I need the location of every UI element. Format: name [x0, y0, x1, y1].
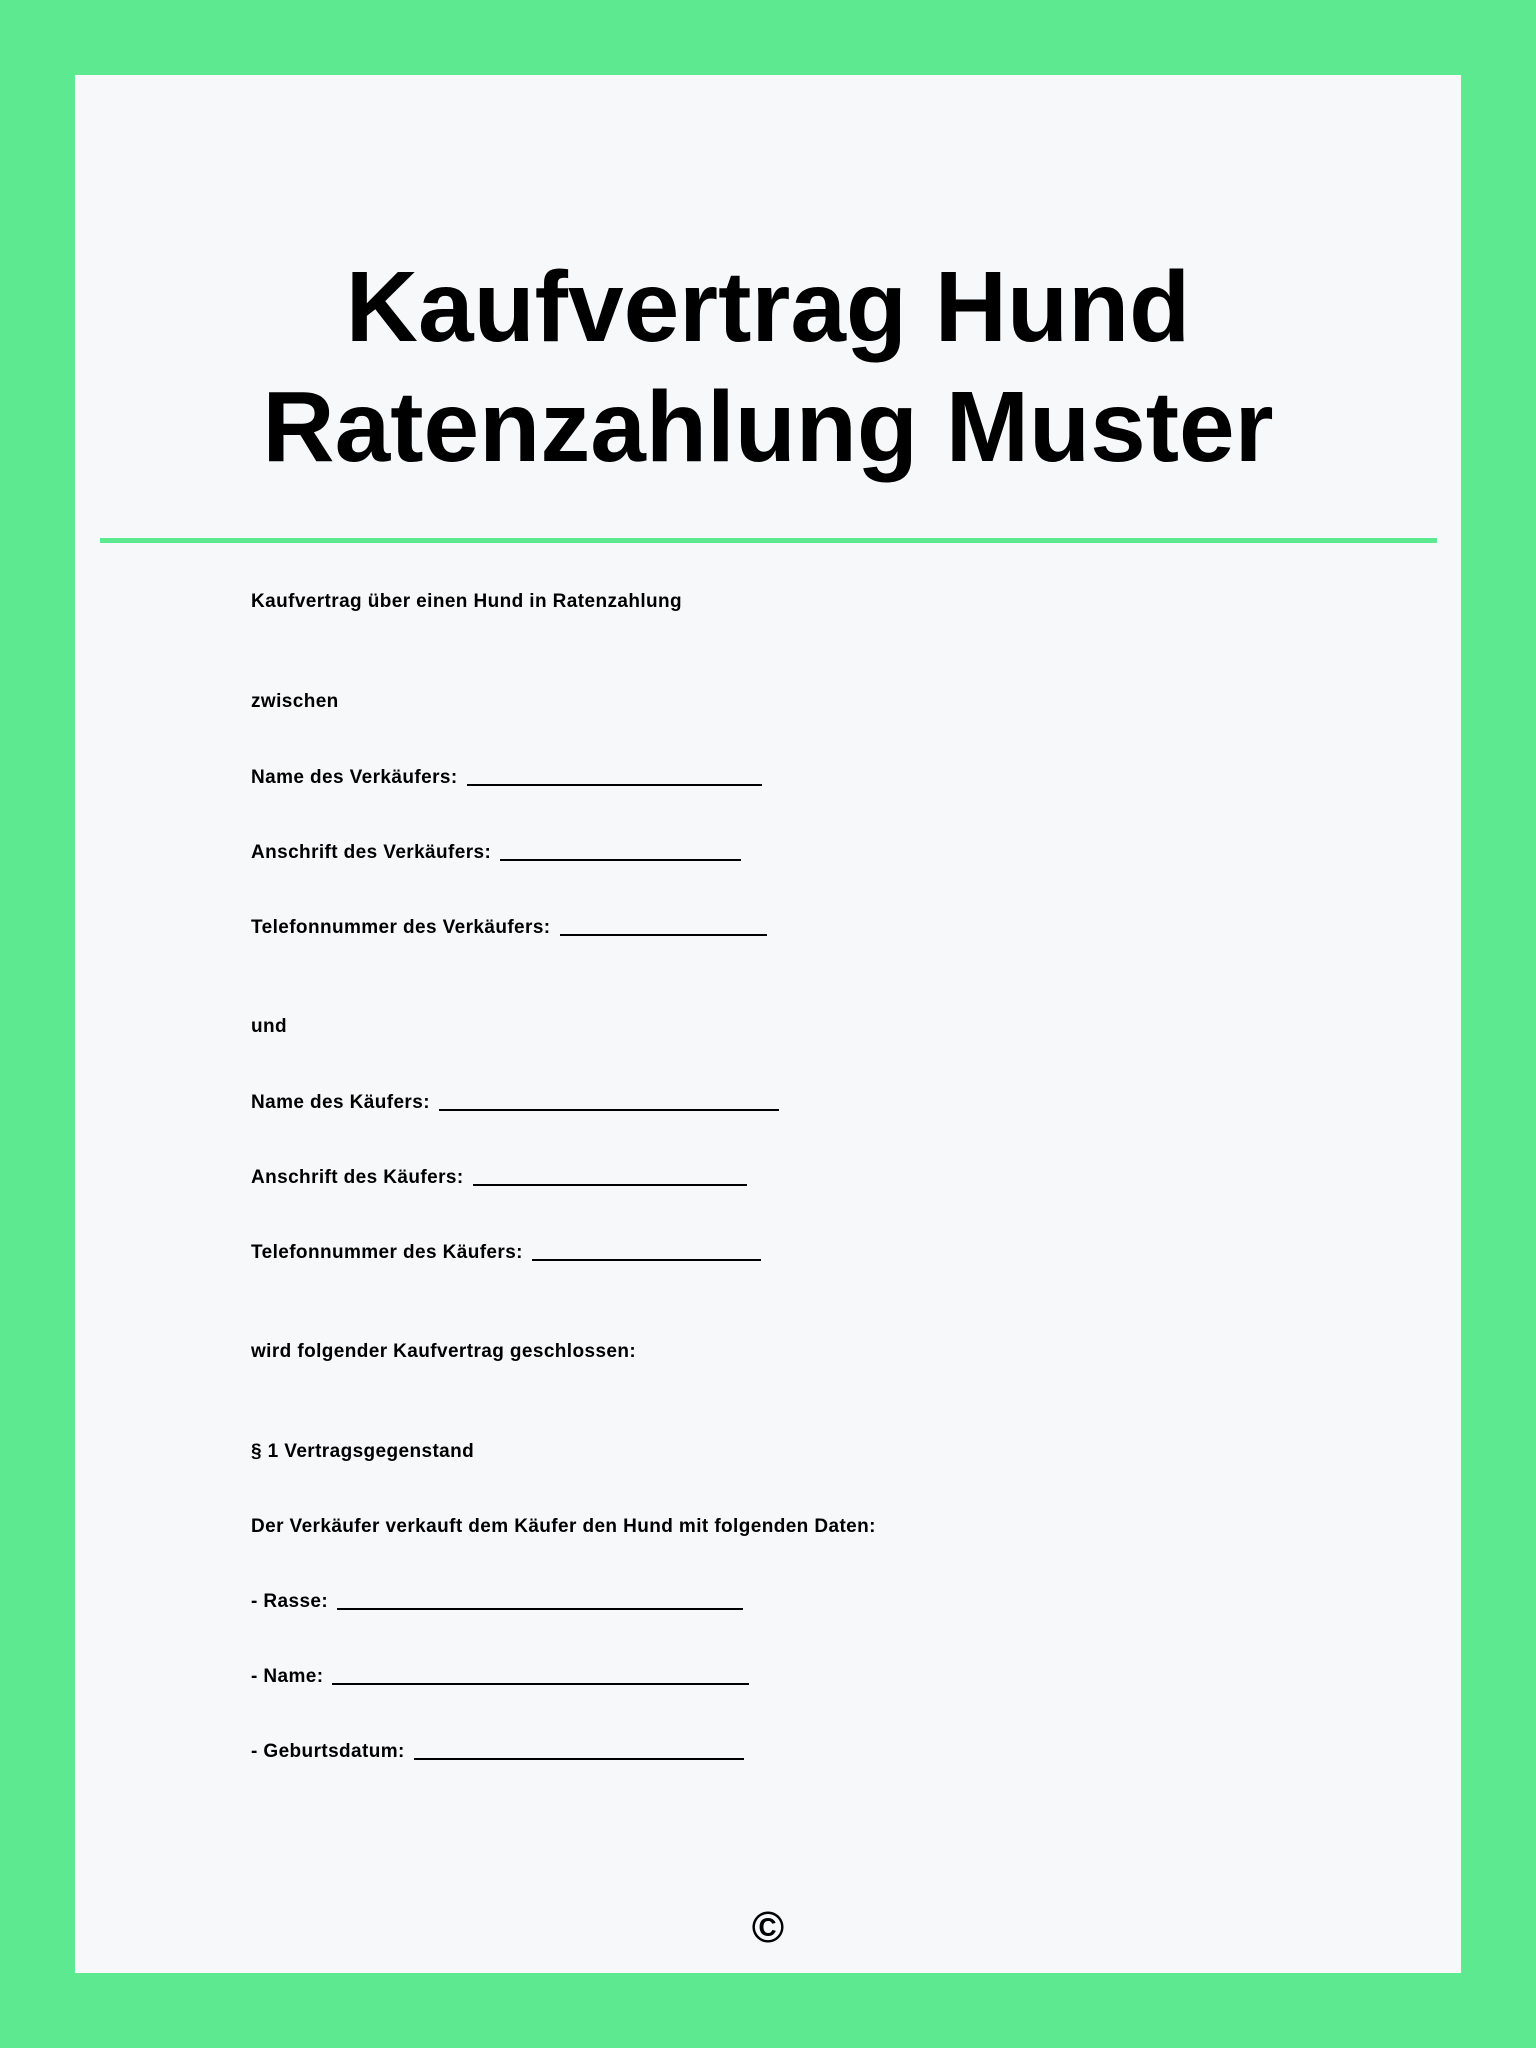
seller-address-row	[251, 843, 741, 862]
buyer-phone-field[interactable]	[532, 1259, 761, 1261]
buyer-address-row	[251, 1168, 747, 1187]
agreement-line: wird folgender Kaufvertrag geschlossen:	[251, 1341, 637, 1362]
breed-label: - Rasse:	[251, 1591, 329, 1612]
buyer-name-row	[251, 1093, 779, 1112]
buyer-phone-row	[251, 1243, 761, 1262]
and-label: und	[251, 1016, 288, 1037]
seller-phone-field[interactable]	[560, 934, 767, 936]
title-line-1: Kaufvertrag Hund	[345, 251, 1191, 363]
document-title	[75, 247, 1461, 487]
copyright-icon: ©	[751, 1903, 785, 1952]
dog-name-label: - Name:	[251, 1666, 324, 1687]
seller-name-field[interactable]	[467, 784, 762, 786]
title-line-2: Ratenzahlung Muster	[262, 371, 1274, 483]
breed-field[interactable]	[337, 1608, 743, 1610]
seller-phone-label: Telefonnummer des Verkäufers:	[251, 917, 551, 938]
birthdate-field[interactable]	[414, 1758, 744, 1760]
buyer-name-field[interactable]	[439, 1109, 779, 1111]
breed-row	[251, 1592, 743, 1611]
dog-name-field[interactable]	[332, 1683, 749, 1685]
between-label: zwischen	[251, 691, 339, 712]
buyer-name-label: Name des Käufers:	[251, 1092, 430, 1113]
seller-name-label: Name des Verkäufers:	[251, 767, 458, 788]
birthdate-row	[251, 1742, 744, 1761]
section1-text: Der Verkäufer verkauft dem Käufer den Hund mit folgenden Daten:	[251, 1516, 876, 1537]
section1-heading: § 1 Vertragsgegenstand	[251, 1441, 475, 1462]
title-divider	[100, 538, 1437, 543]
buyer-address-label: Anschrift des Käufers:	[251, 1167, 464, 1188]
intro-line: Kaufvertrag über einen Hund in Ratenzahlung	[251, 591, 683, 612]
seller-address-field[interactable]	[500, 859, 741, 861]
dog-name-row	[251, 1667, 749, 1686]
seller-address-label: Anschrift des Verkäufers:	[251, 842, 492, 863]
buyer-address-field[interactable]	[473, 1184, 747, 1186]
seller-name-row	[251, 768, 762, 787]
document-page	[75, 75, 1461, 1973]
seller-phone-row	[251, 918, 767, 937]
birthdate-label: - Geburtsdatum:	[251, 1741, 405, 1762]
buyer-phone-label: Telefonnummer des Käufers:	[251, 1242, 523, 1263]
